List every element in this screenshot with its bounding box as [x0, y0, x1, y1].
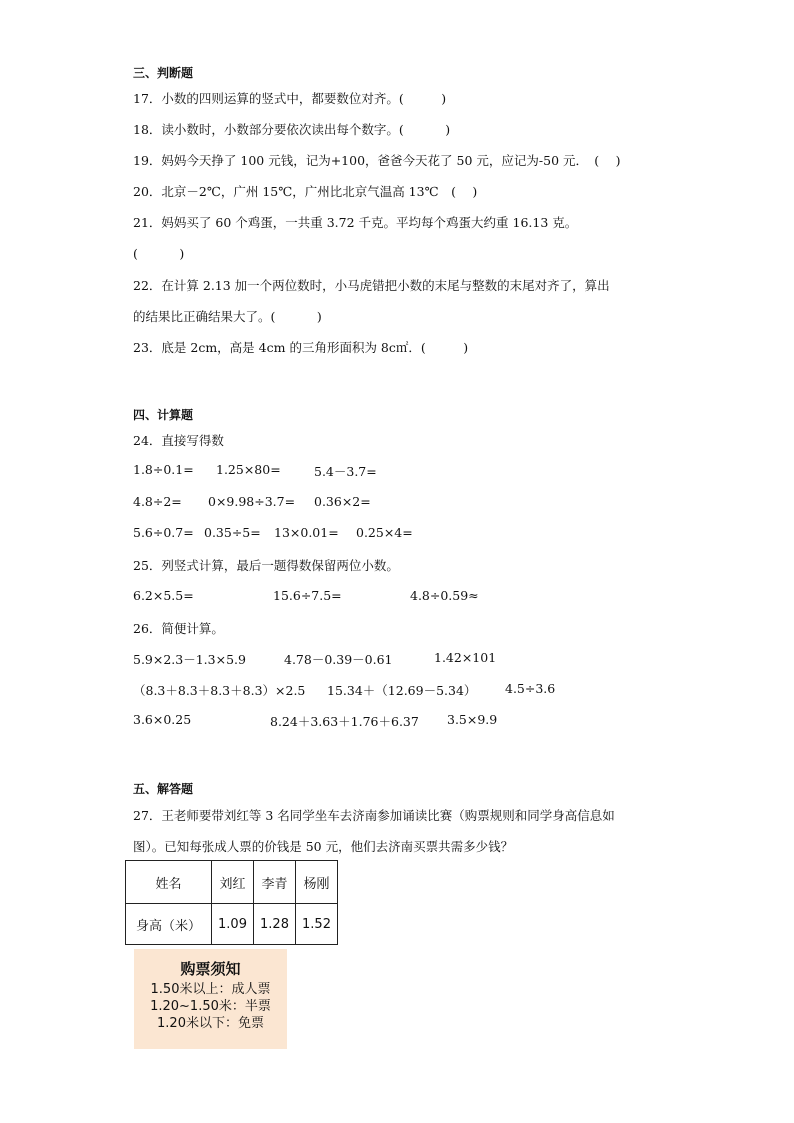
table-header-row: [126, 861, 338, 904]
q25-item: 4.8÷0.59≈: [410, 588, 479, 603]
table-header: 李青: [254, 861, 296, 904]
table-row: [126, 904, 338, 945]
q24-item: 1.25×80=: [216, 462, 281, 477]
q24-item: 5.4－3.7=: [314, 464, 377, 479]
question-23: 23．底是 2cm，高是 4cm 的三角形面积为 8c㎡．( ): [133, 340, 469, 355]
height-table: [125, 860, 338, 945]
q26-item: （8.3＋8.3＋8.3＋8.3）×2.5: [133, 683, 306, 698]
q24-item: 0.36×2=: [314, 494, 371, 509]
q24-item: 5.6÷0.7=: [133, 525, 194, 540]
section-title-4: 四、计算题: [133, 408, 194, 422]
table-header: 杨刚: [296, 861, 338, 904]
q25-item: 15.6÷7.5=: [273, 588, 342, 603]
q26-item: 3.5×9.9: [447, 712, 498, 727]
table-cell: 1.09: [212, 904, 254, 945]
table-header: 刘红: [212, 861, 254, 904]
q26-item: 1.42×101: [434, 650, 497, 665]
q26-item: 15.34＋（12.69－5.34）: [327, 683, 477, 698]
q24-item: 0.35÷5=: [204, 525, 261, 540]
question-21: 21．妈妈买了 60 个鸡蛋，一共重 3.72 千克。平均每个鸡蛋大约重 16.13 克。: [133, 215, 578, 230]
notice-line: 1.20米以下：免票: [157, 1016, 264, 1031]
q26-item: 8.24＋3.63＋1.76＋6.37: [270, 714, 419, 729]
question-18: 18．读小数时，小数部分要依次读出每个数字。( ): [133, 122, 451, 137]
question-24: 24．直接写得数: [133, 433, 224, 448]
question-17: 17．小数的四则运算的竖式中，都要数位对齐。( ): [133, 91, 447, 106]
q26-item: 3.6×0.25: [133, 712, 192, 727]
question-27-line2: 图）。已知每张成人票的价钱是 50 元，他们去济南买票共需多少钱？: [133, 839, 514, 854]
notice-line: 1.50米以上：成人票: [150, 982, 271, 997]
notice-line: 1.20~1.50米：半票: [150, 999, 271, 1014]
question-19: 19．妈妈今天挣了 100 元钱，记为+100，爸爸今天花了 50 元，应记为-50 元． ( ): [133, 153, 621, 168]
question-21-answer: ( ): [133, 246, 185, 261]
q26-item: 4.5÷3.6: [505, 681, 556, 696]
notice-title: 购票须知: [180, 960, 241, 978]
question-22-line1: 22．在计算 2.13 加一个两位数时，小马虎错把小数的末尾与整数的末尾对齐了，算出: [133, 278, 610, 293]
question-25: 25．列竖式计算，最后一题得数保留两位小数。: [133, 558, 399, 573]
section-title-3: 三、判断题: [133, 66, 194, 80]
table-row-label: 身高（米）: [126, 904, 212, 945]
q24-item: 4.8÷2=: [133, 494, 182, 509]
question-27-line1: 27．王老师要带刘红等 3 名同学坐车去济南参加诵读比赛（购票规则和同学身高信息如: [133, 808, 615, 823]
q24-item: 0×9.98÷3.7=: [208, 494, 296, 509]
q26-item: 5.9×2.3－1.3×5.9: [133, 652, 246, 667]
q25-item: 6.2×5.5=: [133, 588, 194, 603]
question-22-line2: 的结果比正确结果大了。( ): [133, 309, 322, 324]
table-cell: 1.28: [254, 904, 296, 945]
q24-item: 13×0.01=: [274, 525, 339, 540]
question-20: 20．北京－2℃，广州 15℃，广州比北京气温高 13℃ ( ): [133, 184, 478, 199]
table-cell: 1.52: [296, 904, 338, 945]
question-26: 26．简便计算。: [133, 621, 224, 636]
table-header-name: 姓名: [126, 861, 212, 904]
q24-item: 1.8÷0.1=: [133, 462, 194, 477]
q24-item: 0.25×4=: [356, 525, 413, 540]
q26-item: 4.78－0.39－0.61: [284, 652, 393, 667]
ticket-notice: [134, 949, 287, 1049]
section-title-5: 五、解答题: [133, 782, 194, 796]
